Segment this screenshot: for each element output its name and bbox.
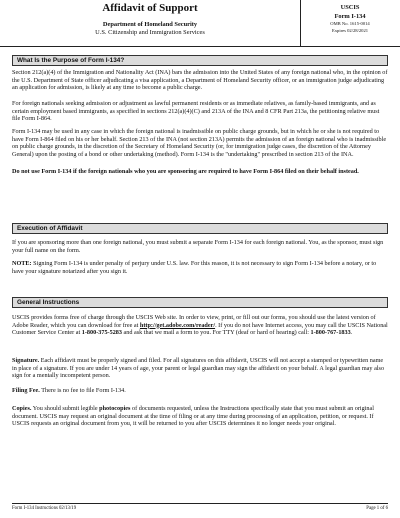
- omb-number: OMB No. 1615-0014: [330, 21, 370, 26]
- customer-service-phone: 1-800-375-5283: [81, 329, 122, 336]
- copies-text-2: of documents requested, unless the Instructions specifically state that you must submit an original document. USCIS may request an original document at the time of filing or at any time during processing of an application, petition, or request. If USCIS requests an original document from you, it will be returned to you after USCIS determines it no longer needs your original.: [12, 405, 374, 427]
- expiration-date: Expires 02/28/2021: [331, 28, 369, 33]
- purpose-warning: Do not use Form I-134 if the foreign nationals who you are sponsoring are required to have Form I-864 filed on their behalf instead.: [12, 168, 359, 175]
- adobe-reader-link[interactable]: http://get.adobe.com/reader/: [139, 321, 216, 329]
- general-forms-text: USCIS provides forms free of charge through the USCIS Web site. In order to view, print, or fill out our forms, you should use the latest version of Adobe Reader, which you can download for free at: [12, 314, 376, 329]
- purpose-paragraph-3: Form I-134 may be used in any case in which the foreign national is inadmissible on public charge grounds, but in which he or she is not required to have Form I-864 filed on his or her behalf. Section 213 of the INA (not section 213A) permits the admission of an foreign national who is inadmissible on public charge grounds, in the discretion of the Secretary of Homeland Security (or, for immigration judge cases, the discretion of the Attorney General) upon the posting of a bond or other undertaking (method). Form I-134 is the "undertaking" prescribed in section 213 of the INA.: [12, 128, 387, 158]
- footer-rule: [12, 503, 388, 504]
- sub-agency-name: U.S. Citizenship and Immigration Services: [95, 29, 205, 36]
- note-text: Signing Form I-134 is under penalty of perjury under U.S. law. For this reason, it is not necessary to sign Form I-134 before a notary, or to have your signature notarized after you sign it.: [12, 260, 377, 275]
- purpose-paragraph-1: Section 212(a)(4) of the Immigration and Nationality Act (INA) bars the admission into the United States of any foreign national who, in the opinion of the U.S. Department of State officer adjudicating a visa application, a Department of Homeland Security officer, or an immigration judge adjudicating an application for admission, is likely at any time to become a public charge.: [12, 69, 388, 91]
- note-label: NOTE:: [12, 260, 32, 267]
- general-forms-text-2: . If you do not have Internet access, you may call the USCIS National Customer Service Center at: [12, 321, 388, 336]
- signature-paragraph: [12, 357, 388, 380]
- general-forms-paragraph: [12, 314, 388, 337]
- form-title: Affidavit of Support: [102, 2, 198, 14]
- form-number: Form I-134: [334, 13, 366, 20]
- signature-text: Each affidavit must be properly signed and filed. For all signatures on this affidavit, USCIS will not accept a stamped or typewritten name in place of a signature. If you are under 14 years of age, your parent or legal guardian may sign the affidavit on your behalf. A legal guardian may also sign for a mentally incompetent person.: [12, 357, 385, 379]
- signature-label: Signature.: [12, 357, 40, 364]
- footer-form-info: Form I-134 Instructions 02/13/19: [12, 506, 77, 511]
- general-forms-text-4: .: [350, 329, 353, 336]
- section-heading-execution: Execution of Affidavit: [12, 223, 388, 234]
- purpose-paragraph-2: For foreign nationals seeking admission or adjustment as lawful permanent residents or as immediate relatives, as family-based immigrants, and as certain employment based immigrants, as specified in sections 212(a)(4)(C) and 213A of the INA and 8 CFR Part 213a, the petitioning relative must file Form I-864.: [12, 100, 380, 122]
- filing-fee-label: Filing Fee.: [12, 387, 40, 394]
- form-header: [0, 0, 400, 46]
- department-name: Department of Homeland Security: [102, 21, 198, 28]
- footer-page-number: Page 1 of 6: [366, 506, 388, 511]
- agency-label: USCIS: [340, 4, 360, 11]
- execution-note: [12, 260, 388, 275]
- copies-paragraph: [12, 405, 388, 428]
- filing-fee-text: There is no fee to file Form I-134.: [39, 387, 126, 394]
- copies-bold-word: photocopies: [99, 405, 131, 412]
- filing-fee-paragraph: [12, 387, 388, 395]
- page-footer: [12, 506, 388, 514]
- header-bottom-rule: [0, 46, 400, 47]
- header-divider: [300, 0, 301, 46]
- execution-paragraph-1: If you are sponsoring more than one foreign national, you must submit a separate Form I-134 for each foreign national. You, as the sponsor, must sign your full name on the form.: [12, 239, 384, 254]
- copies-text: You should submit legible: [31, 405, 100, 412]
- copies-label: Copies.: [12, 405, 32, 412]
- tty-phone: 1-800-767-1833: [310, 329, 351, 336]
- section-heading-general: General Instructions: [12, 297, 388, 308]
- section-heading-purpose: What Is the Purpose of Form I-134?: [12, 55, 388, 66]
- general-forms-text-3: and ask that we mail a form to you. For TTY (deaf or hard of hearing) call:: [121, 329, 311, 336]
